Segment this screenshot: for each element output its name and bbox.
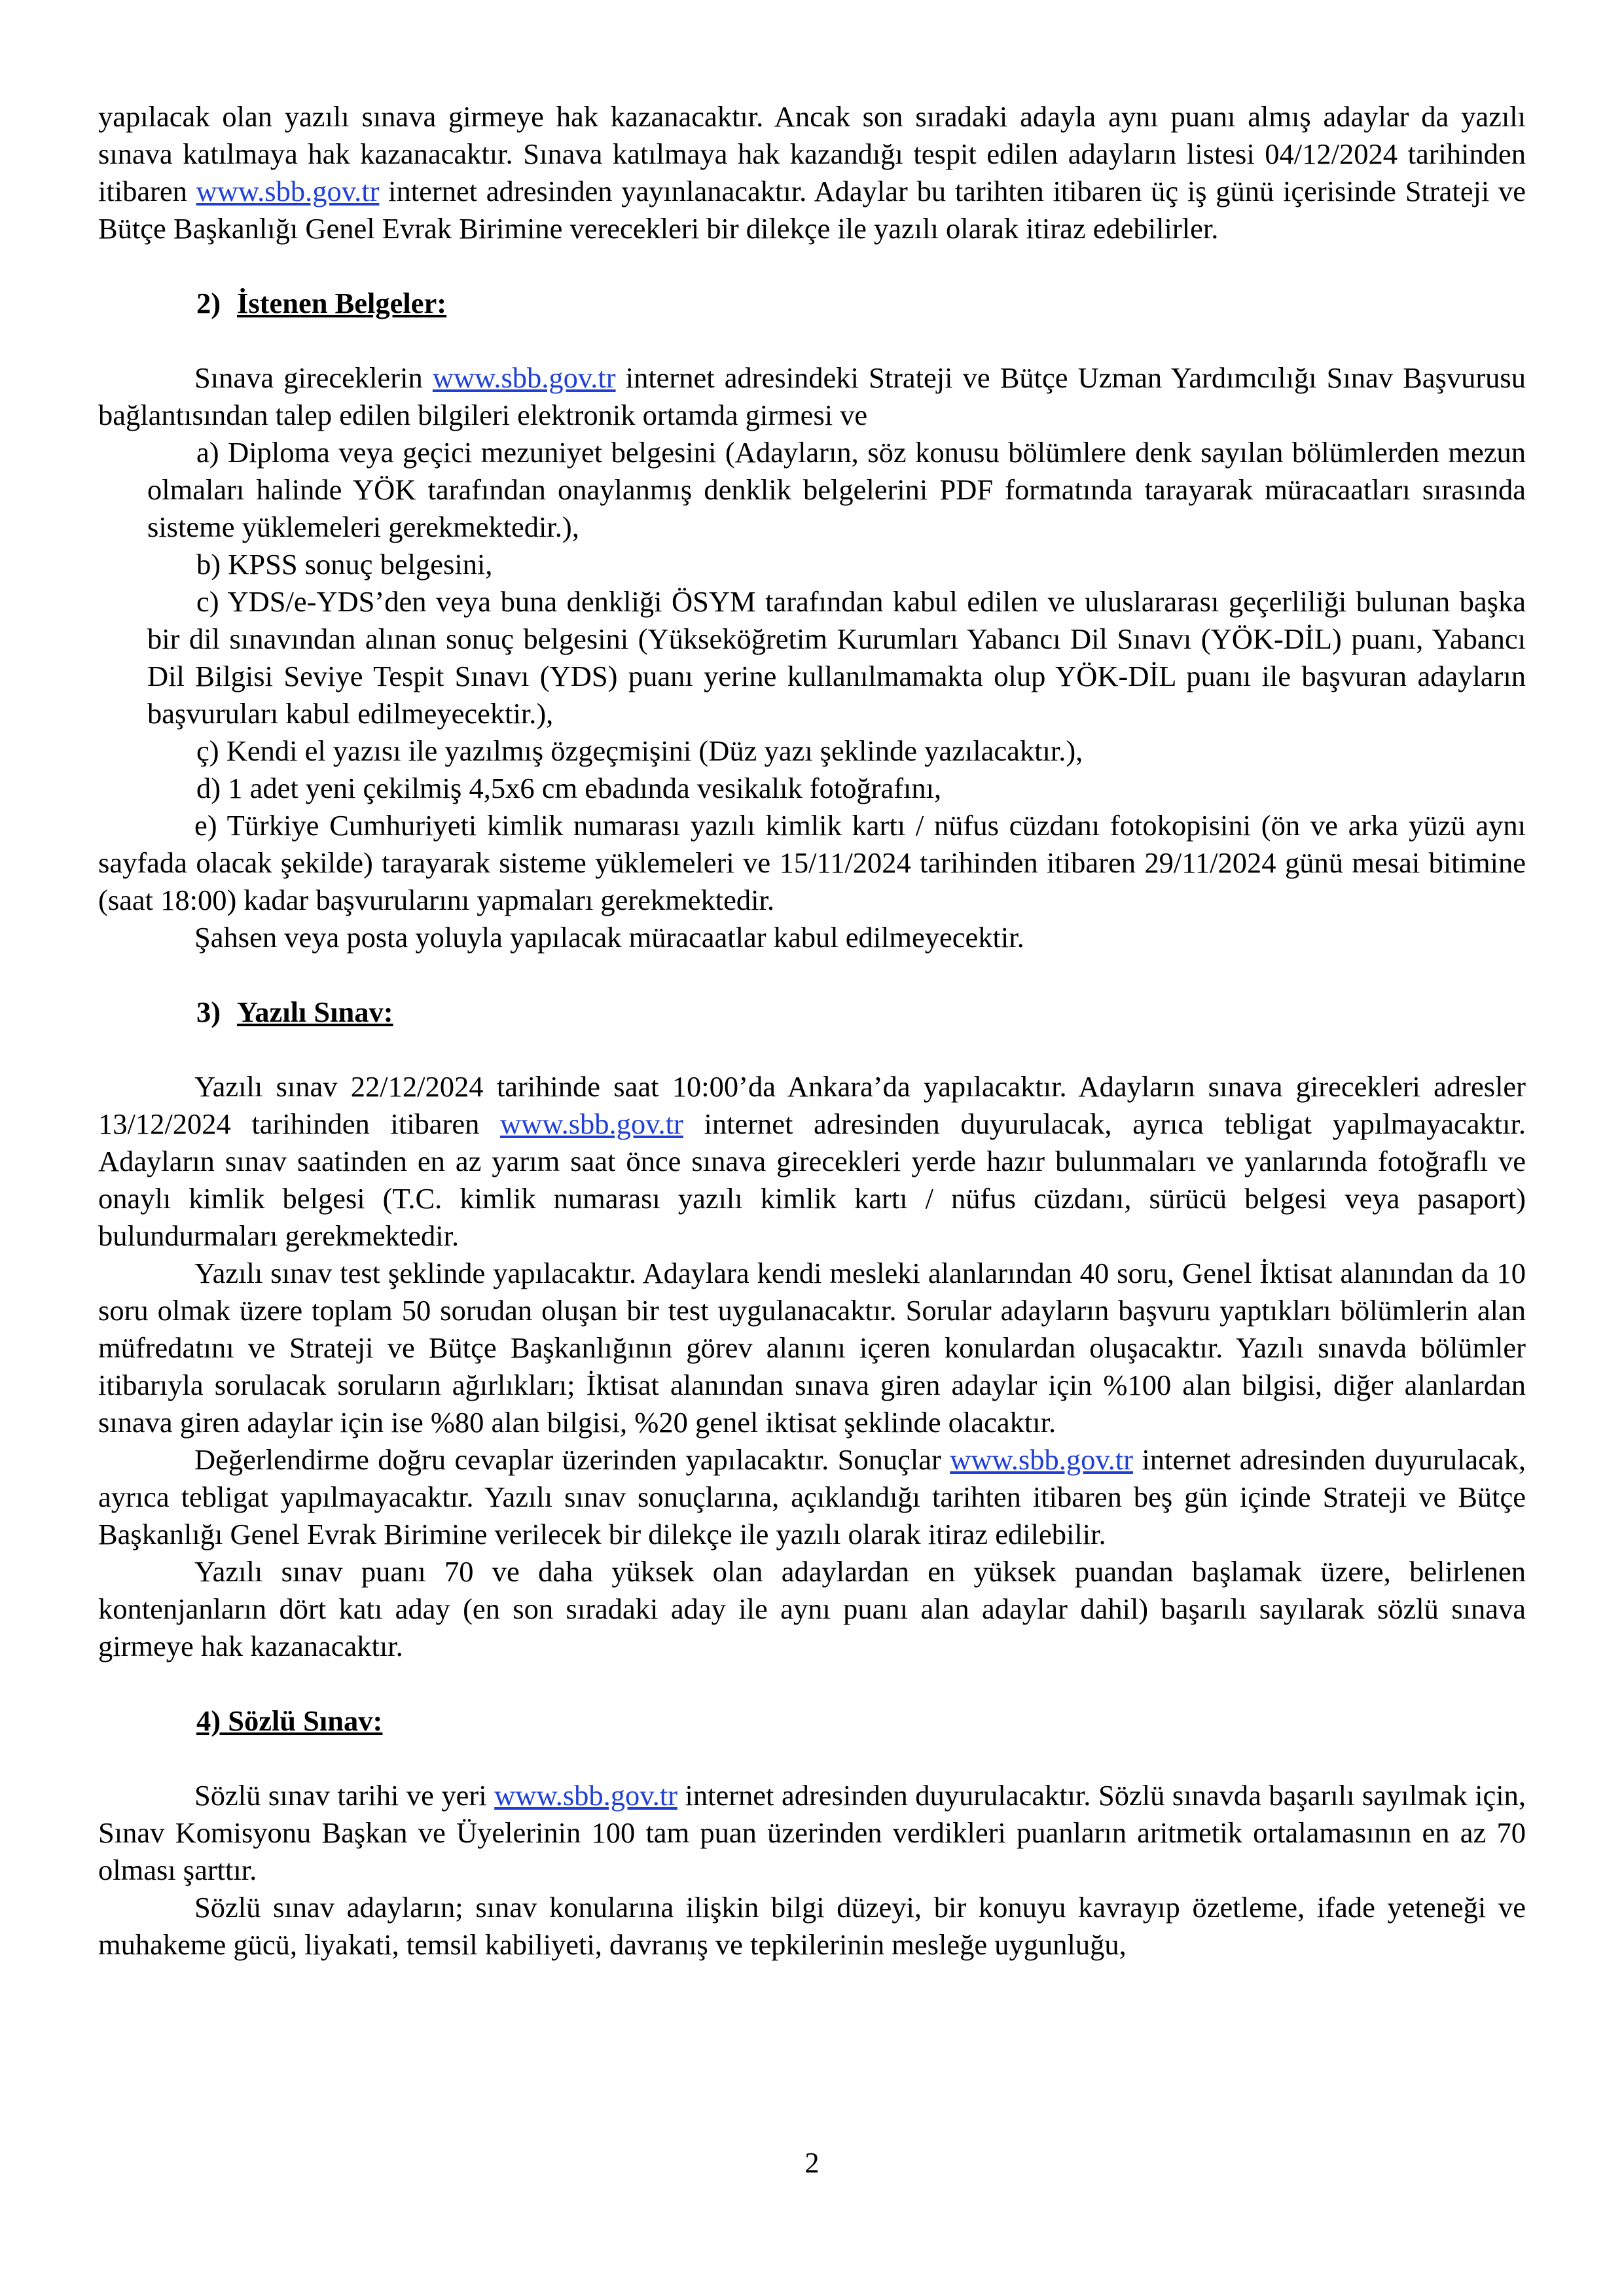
list-item-cc: ç) Kendi el yazısı ile yazılmış özgeçmişini (Düz yazı şeklinde yazılacaktır.), [196,734,1083,767]
spacer [98,1740,1526,1777]
paragraph-evaluation: Değerlendirme doğru cevaplar üzerinden yapılacaktır. Sonuçlar www.sbb.gov.tr internet adresinden duyurulacak, ayrıca tebligat yapılmayacaktır. Yazılı sınav sonuçlarına, açıklandığı tarihten itibaren beş gün içinde Strateji ve Bütçe Başkanlığı Genel Evrak Birimine verilecek bir dilekçe ile yazılı olarak itiraz edilebilir. [98,1443,1526,1551]
list-item-d: d) 1 adet yeni çekilmiş 4,5x6 cm ebadında vesikalık fotoğrafını, [196,772,942,804]
paragraph-written-exam-format: Yazılı sınav test şeklinde yapılacaktır. Adaylara kendi mesleki alanlarından 40 soru, Genel İktisat alanından da 10 soru olmak üzere toplam 50 sorudan oluşan bir test uygulanacaktır. Sorular adayların başvuru yaptıkları bölümlerin alan müfredatını ve Strateji ve Bütçe Başkanlığının görev alanını içeren konulardan oluşacaktır. Yazılı sınavda bölümler itibarıyla sorulacak soruların ağırlıkları; İktisat alanından sınava giren adaylar için %100 alan bilgisi, diğer alanlardan sınava giren adaylar için ise %80 alan bilgisi, %20 genel iktisat şeklinde olacaktır. [98,1257,1526,1439]
paragraph-list-announcement: yapılacak olan yazılı sınava girmeye hak kazanacaktır. Ancak son sıradaki adayla aynı puanı almış adaylar da yazılı sınava katılmaya hak kazanacaktır. Sınava katılmaya hak kazandığı tespit edilen adayların listesi 04/12/2024 tarihinden itibaren www.sbb.gov.tr internet adresinden yayınlanacaktır. Adaylar bu tarihten itibaren üç iş günü içerisinde Strateji ve Bütçe Başkanlığı Genel Evrak Birimine verecekleri bir dilekçe ile yazılı olarak itiraz edebilirler. [98,100,1526,245]
spacer [98,956,1526,994]
sbb-link[interactable]: www.sbb.gov.tr [494,1779,677,1812]
paragraph-application-intro: Sınava gireceklerin www.sbb.gov.tr internet adresindeki Strateji ve Bütçe Uzman Yardımcılığı Sınav Başvurusu bağlantısından talep edilen bilgileri elektronik ortamda girmesi ve [98,361,1526,431]
sbb-link[interactable]: www.sbb.gov.tr [196,175,380,207]
section-heading-oral-exam: 4) Sözlü Sınav: [196,1704,383,1737]
spacer [98,322,1526,359]
sbb-link[interactable]: www.sbb.gov.tr [500,1107,683,1140]
spacer [98,247,1526,285]
section-heading-written-exam: 3) Yazılı Sınav: [196,996,393,1028]
spacer [98,1031,1526,1068]
page-number: 2 [804,2146,820,2179]
list-item-e: e) Türkiye Cumhuriyeti kimlik numarası yazılı kimlik kartı / nüfus cüzdanı fotokopisini (ön ve arka yüzü aynı sayfada olacak şekilde) tarayarak sisteme yüklemeleri ve 15/11/2024 tarihinden itibaren 29/11/2024 günü mesai bitimine (saat 18:00) kadar başvurularını yapmaları gerekmektedir. [98,809,1526,916]
list-item-c: c) YDS/e-YDS’den veya buna denkliği ÖSYM tarafından kabul edilen ve uluslararası geçerliliği bulunan başka bir dil sınavından alınan sonuç belgesini (Yükseköğretim Kurumları Yabancı Dil Sınavı (YÖK-DİL) puanı, Yabancı Dil Bilgisi Seviye Tespit Sınavı (YDS) puanı yerine kullanılmamakta olup YÖK-DİL puanı ile başvuran adayların başvuruları kabul edilmeyecektir.), [147,585,1526,730]
sbb-link[interactable]: www.sbb.gov.tr [432,361,616,394]
list-item-a: a) Diploma veya geçici mezuniyet belgesini (Adayların, söz konusu bölümlere denk sayılan bölümlerden mezun olmaları halinde YÖK tarafından onaylanmış denklik belgelerini PDF formatında tarayarak müracaatları sırasında sisteme yüklemeleri gerekmektedir.), [147,436,1526,543]
sbb-link[interactable]: www.sbb.gov.tr [950,1443,1133,1476]
paragraph-oral-exam-date: Sözlü sınav tarihi ve yeri www.sbb.gov.tr internet adresinden duyurulacaktır. Sözlü sınavda başarılı sayılmak için, Sınav Komisyonu Başkan ve Üyelerinin 100 tam puan üzerinden verdikleri puanların aritmetik ortalamasının en az 70 olması şarttır. [98,1779,1526,1886]
paragraph-no-in-person: Şahsen veya posta yoluyla yapılacak müracaatlar kabul edilmeyecektir. [194,921,1024,954]
paragraph-written-exam-threshold: Yazılı sınav puanı 70 ve daha yüksek olan adaylardan en yüksek puandan başlamak üzere, belirlenen kontenjanların dört katı aday (en son sıradaki aday ile aynı puanı alan adaylar dahil) başarılı sayılarak sözlü sınava girmeye hak kazanacaktır. [98,1555,1526,1662]
paragraph-written-exam-date: Yazılı sınav 22/12/2024 tarihinde saat 10:00’da Ankara’da yapılacaktır. Adayların sınava girecekleri adresler 13/12/2024 tarihinden itibaren www.sbb.gov.tr internet adresinden duyurulacak, ayrıca tebligat yapılmayacaktır. Adayların sınav saatinden en az yarım saat önce sınava girecekleri yerde hazır bulunmaları ve yanlarında fotoğraflı ve onaylı kimlik belgesi (T.C. kimlik numarası yazılı kimlik kartı / nüfus cüzdanı, sürücü belgesi veya pasaport) bulundurmaları gerekmektedir. [98,1070,1526,1252]
section-heading-required-documents: 2) İstenen Belgeler: [196,287,447,319]
list-item-b: b) KPSS sonuç belgesini, [196,548,493,581]
paragraph-oral-exam-criteria: Sözlü sınav adayların; sınav konularına ilişkin bilgi düzeyi, bir konuyu kavrayıp özetleme, ifade yeteneği ve muhakeme gücü, liyakati, temsil kabiliyeti, davranış ve tepkilerinin mesleğe uygunluğu, [98,1891,1526,1961]
spacer [98,1665,1526,1702]
